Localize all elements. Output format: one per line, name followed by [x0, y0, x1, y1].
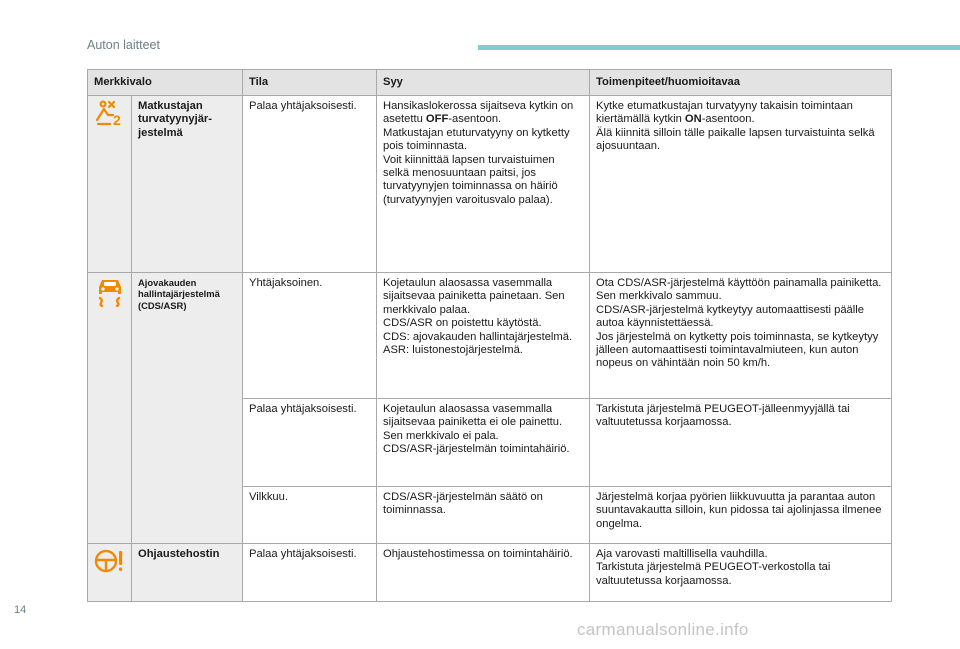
airbag-off-icon — [94, 100, 125, 126]
svg-text:2: 2 — [112, 112, 121, 126]
column-header-toimenpiteet: Toimenpiteet/huomioitavaa — [590, 70, 892, 96]
status-cell: Palaa yhtäjaksoisesti. — [243, 96, 377, 273]
status-cell: Vilkkuu. — [243, 487, 377, 544]
cause-cell: Kojetaulun alaosassa vasemmalla sijaitsevaa painiketta painetaan. Sen merkkivalo palaa. CDS/ASR on poistettu käytöstä. CDS: ajovakauden hallintajärjestelmä. ASR: luistonestojärjestelmä. — [377, 273, 590, 399]
action-cell: Tarkistuta järjestelmä PEUGEOT-jälleenmyyjällä tai valtuutetussa korjaamossa. — [590, 399, 892, 487]
status-cell: Yhtäjaksoinen. — [243, 273, 377, 399]
column-header-merkkivalo: Merkkivalo — [88, 70, 243, 96]
section-title: Auton laitteet — [87, 38, 160, 52]
cause-text: Hansikaslokerossa sijaitseva kytkin on asetettu — [383, 100, 574, 126]
table-row — [88, 96, 892, 273]
cause-cell — [377, 96, 590, 273]
indicator-icon-cell — [88, 273, 132, 544]
steering-wheel-warning-icon — [94, 548, 125, 574]
status-cell: Palaa yhtäjaksoisesti. — [243, 399, 377, 487]
table-row — [88, 273, 892, 399]
switch-position-on: ON — [684, 113, 702, 126]
action-cell: Järjestelmä korjaa pyörien liikkuvuutta ja parantaa auton suuntavakautta silloin, kun pidossa tai ajolinjassa ilmenee ongelma. — [590, 487, 892, 544]
status-cell: Palaa yhtäjaksoisesti. — [243, 544, 377, 602]
column-header-tila: Tila — [243, 70, 377, 96]
action-cell: Aja varovasti maltillisella vauhdilla. Tarkistuta järjestelmä PEUGEOT-verkostolla tai valtuutetussa korjaamossa. — [590, 544, 892, 602]
indicator-name: Ohjaustehostin — [132, 544, 243, 602]
header-accent-bar — [478, 45, 960, 50]
column-header-syy: Syy — [377, 70, 590, 96]
cause-cell: Kojetaulun alaosassa vasemmalla sijaitsevaa painiketta ei ole painettu. Sen merkkivalo ei pala. CDS/ASR-järjestelmän toimintahäiriö. — [377, 399, 590, 487]
cause-text-continued: -asentoon. Matkustajan etuturvatyyny on kytketty pois toiminnasta. Voit kiinnittää lapsen turvaistuimen selkä menosuuntaan paitsi, jos turvatyynyjen toiminnassa on häiriö (turvatyynyjen varoitusvalo palaa). — [383, 113, 570, 206]
warning-lights-table — [87, 69, 892, 602]
action-text: Kytke etumatkustajan turvatyyny takaisin toimintaan kiertämällä kytkin — [596, 100, 853, 126]
watermark: carmanualsonline.info — [577, 620, 749, 639]
page-number: 14 — [14, 604, 27, 616]
indicator-name: Ajovakauden hallintajärjestelmä (CDS/ASR) — [132, 273, 243, 544]
action-cell: Ota CDS/ASR-järjestelmä käyttöön painamalla painiketta. Sen merkkivalo sammuu. CDS/ASR-järjestelmä kytkeytyy automaattisesti päälle autoa käynnistettäessä. Jos järjestelmä on kytketty pois toiminnasta, se kytkeytyy jälleen automaattisesti toimintavalmiuteen, kun auton nopeus on vähintään noin 50 km/h. — [590, 273, 892, 399]
cause-cell: CDS/ASR-järjestelmän säätö on toiminnassa. — [377, 487, 590, 544]
indicator-icon-cell — [88, 96, 132, 273]
cause-cell: Ohjaustehostimessa on toimintahäiriö. — [377, 544, 590, 602]
table-row — [88, 544, 892, 602]
indicator-name: Matkustajan turvatyynyjärjestelmä — [132, 96, 243, 273]
switch-position-off: OFF — [425, 113, 449, 126]
indicator-icon-cell — [88, 544, 132, 602]
skid-car-icon — [94, 277, 125, 307]
table-header-row — [88, 70, 892, 96]
action-cell — [590, 96, 892, 273]
action-text-continued: -asentoon. Älä kiinnitä silloin tälle paikalle lapsen turvaistuinta selkä ajosuuntaan. — [596, 113, 875, 153]
